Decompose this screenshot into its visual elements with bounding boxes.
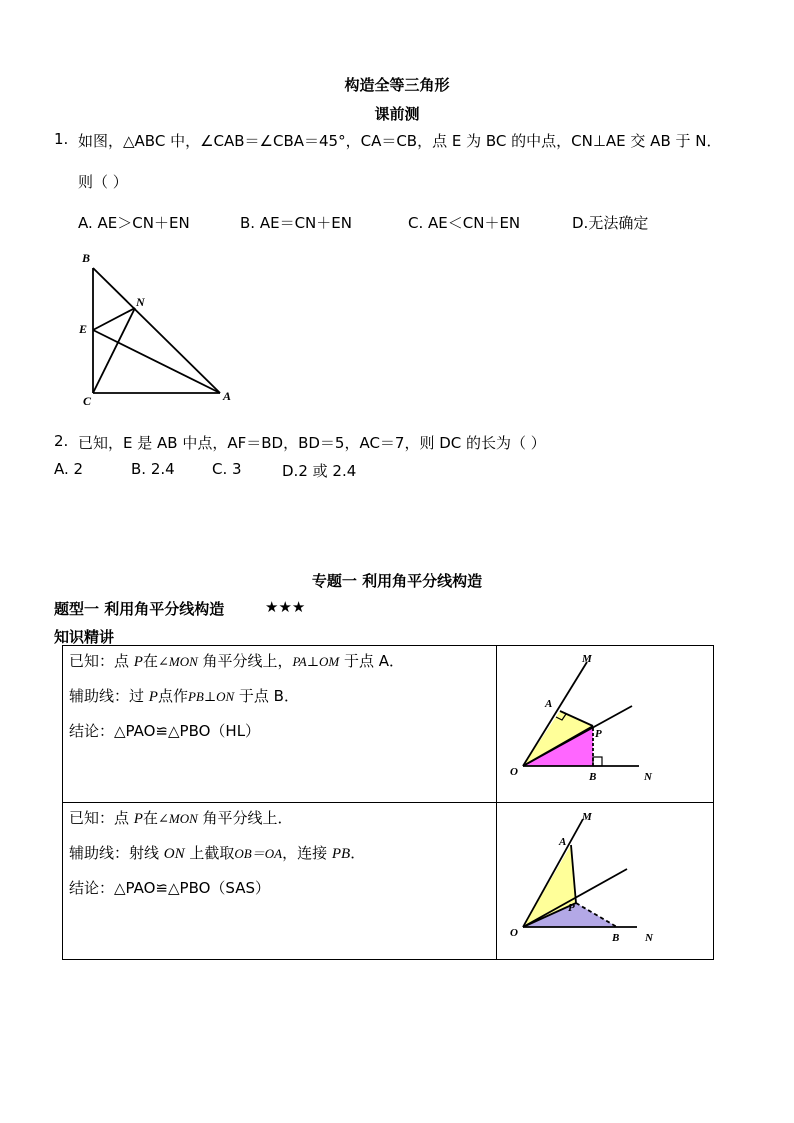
row1-conclusion: 结论：△PAO≌△PBO（HL） [69, 722, 261, 740]
q1-ask: 则（ ） [78, 173, 128, 191]
q1-label-n: N [136, 295, 145, 309]
row1-given: 已知：点 P在∠MON 角平分线上，PA⊥OM 于点 A． [69, 652, 404, 670]
q1-label-b: B [82, 251, 91, 265]
q1-option-c: C. AE＜CN＋EN [408, 214, 521, 232]
row1-auxiliary: 辅助线：过 P点作PB⊥ON 于点 B． [69, 687, 299, 705]
row1-label-n: N [644, 771, 652, 783]
q2-stem: 已知，E 是 AB 中点，AF＝BD，BD＝5，AC＝7，则 DC 的长为（ ） [78, 434, 546, 452]
difficulty-stars: ★★★ [265, 598, 306, 616]
q2-option-d: D.2 或 2.4 [282, 462, 357, 480]
q1-label-e: E [79, 322, 88, 336]
q1-number: 1. [54, 130, 69, 148]
row2-figure-cell [497, 803, 714, 960]
row1-label-m: M [582, 653, 592, 665]
q1-triangle-figure [70, 248, 250, 408]
q2-option-a: A. 2 [54, 460, 84, 478]
q2-option-c: C. 3 [212, 460, 242, 478]
knowledge-heading: 知识精讲 [54, 628, 115, 646]
knowledge-table [62, 645, 714, 960]
row2-label-p: P [568, 902, 575, 914]
table-row [63, 646, 714, 803]
page-subtitle: 课前测 [374, 105, 420, 123]
row2-text-cell [63, 803, 497, 960]
table-row [63, 803, 714, 960]
row2-label-b: B [612, 932, 620, 944]
q2-number: 2. [54, 432, 69, 450]
row1-figure-cell [497, 646, 714, 803]
q2-option-b: B. 2.4 [131, 460, 175, 478]
row2-given: 已知：点 P在∠MON 角平分线上． [69, 809, 293, 827]
row2-figure [497, 803, 713, 953]
row2-label-a: A [559, 836, 567, 848]
row2-label-n: N [645, 932, 653, 944]
q1-label-a: A [223, 389, 232, 403]
q1-option-b: B. AE＝CN＋EN [240, 214, 352, 232]
row2-auxiliary: 辅助线：射线 ON 上截取OB＝OA，连接 PB． [69, 844, 366, 862]
row1-label-p: P [595, 728, 602, 740]
q1-stem: 如图，△ABC 中，∠CAB＝∠CBA＝45°，CA＝CB，点 E 为 BC 的中点，CN⊥AE 交 AB 于 N． [78, 132, 722, 150]
row1-label-a: A [545, 698, 553, 710]
row1-label-b: B [589, 771, 597, 783]
q1-option-a: A. AE＞CN＋EN [78, 214, 190, 232]
page-title: 构造全等三角形 [344, 76, 450, 94]
row1-text-cell [63, 646, 497, 803]
row2-conclusion: 结论：△PAO≌△PBO（SAS） [69, 879, 270, 897]
row1-label-o: O [510, 766, 518, 778]
type-label: 题型一 利用角平分线构造 [54, 600, 225, 618]
row2-label-o: O [510, 927, 518, 939]
topic-title: 专题一 利用角平分线构造 [311, 572, 483, 590]
q1-label-c: C [83, 394, 92, 408]
q1-option-d: D.无法确定 [572, 214, 649, 232]
row1-figure [497, 646, 713, 796]
row2-label-m: M [582, 811, 592, 823]
